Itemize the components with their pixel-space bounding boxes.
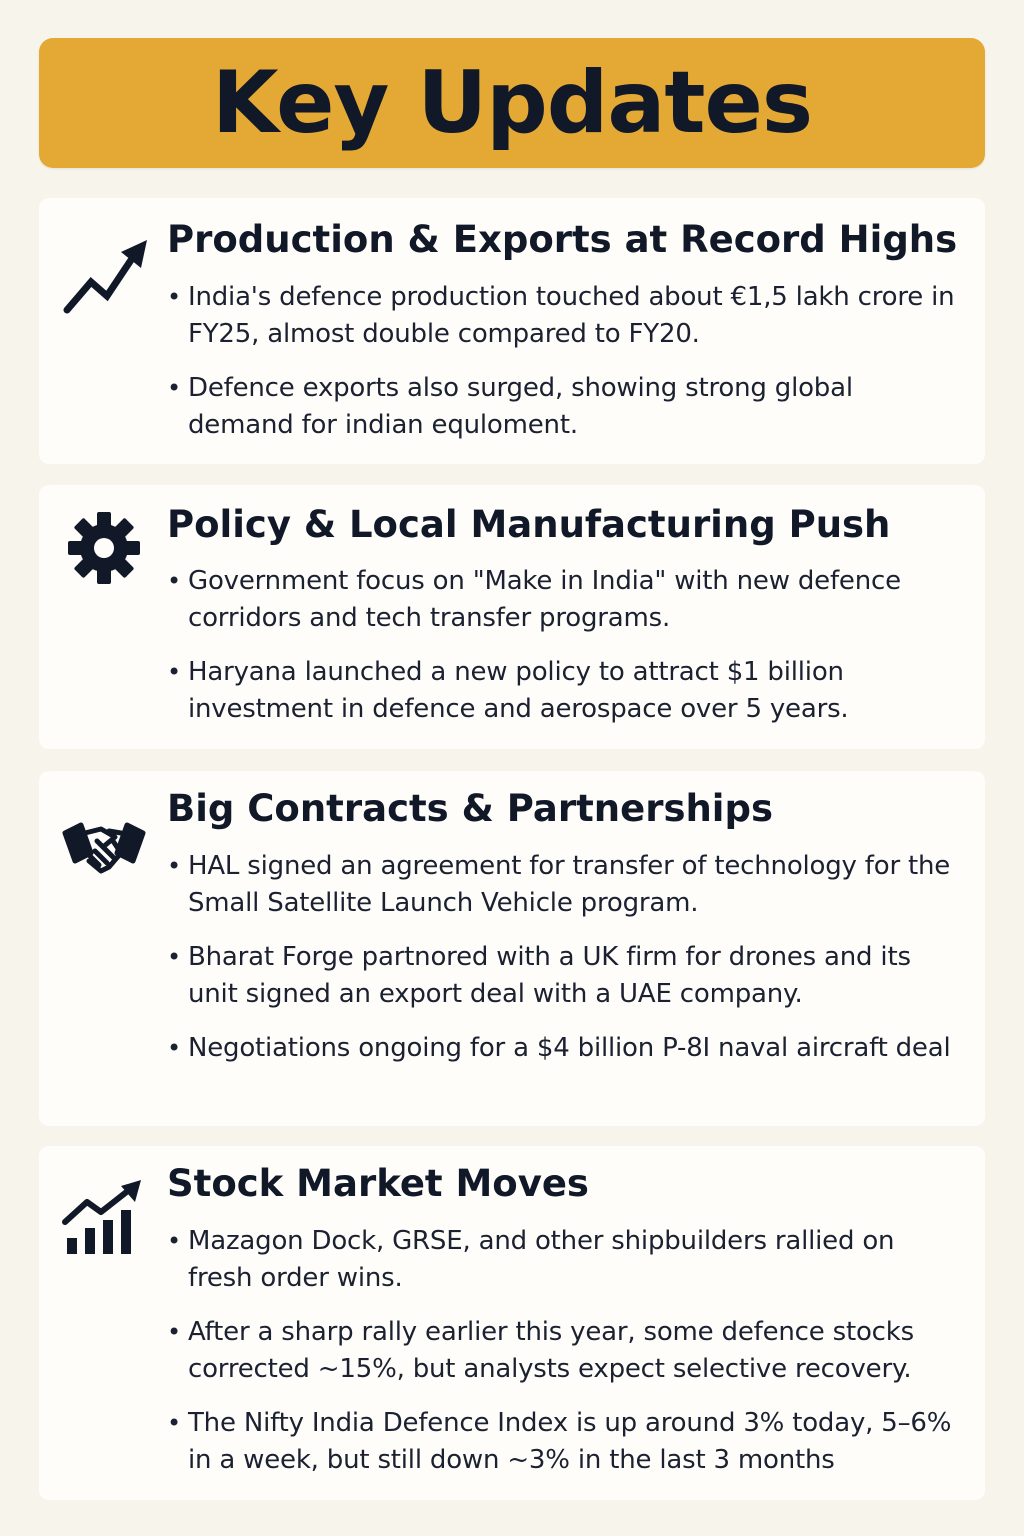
list-item: • Bharat Forge partnored with a UK firm for drones and its unit signed an export deal with a UAE company. [167,939,955,1013]
list-item: • The Nifty India Defence Index is up around 3% today, 5–6% in a week, but still down ~3% in the last 3 months [167,1405,955,1479]
page-title: Key Updates [211,53,813,153]
section-card-production-exports [39,198,985,464]
title-banner [39,38,985,168]
section-heading: Big Contracts & Partnerships [167,787,774,830]
handshake-icon [59,807,149,897]
section-heading: Production & Exports at Record Highs [167,218,958,261]
list-item: • Government focus on "Make in India" with new defence corridors and tech transfer programs. [167,563,955,637]
list-item: • Haryana launched a new policy to attract $1 billion investment in defence and aerospace over 5 years. [167,654,955,728]
section-heading: Stock Market Moves [167,1162,589,1205]
trend-up-arrow-icon [59,230,149,320]
section-card-policy-manufacturing [39,485,985,749]
bar-chart-growth-icon [59,1174,149,1264]
bullet-list [167,848,955,1084]
list-item: • India's defence production touched about €1,5 lakh crore in FY25, almost double compared to FY20. [167,279,955,353]
bullet-list [167,1223,955,1496]
gear-icon [59,503,149,593]
bullet-list [167,279,955,461]
section-heading: Policy & Local Manufacturing Push [167,503,891,546]
list-item: • After a sharp rally earlier this year, some defence stocks corrected ~15%, but analysts expect selective recovery. [167,1314,955,1388]
section-card-stock-market [39,1146,985,1500]
list-item: • HAL signed an agreement for transfer of technology for the Small Satellite Launch Vehicle program. [167,848,955,922]
section-card-contracts-partnerships [39,771,985,1126]
list-item: • Negotiations ongoing for a $4 billion P-8I naval aircraft deal [167,1030,955,1067]
bullet-list [167,563,955,745]
list-item: • Defence exports also surged, showing strong global demand for indian equloment. [167,370,955,444]
list-item: • Mazagon Dock, GRSE, and other shipbuilders rallied on fresh order wins. [167,1223,955,1297]
